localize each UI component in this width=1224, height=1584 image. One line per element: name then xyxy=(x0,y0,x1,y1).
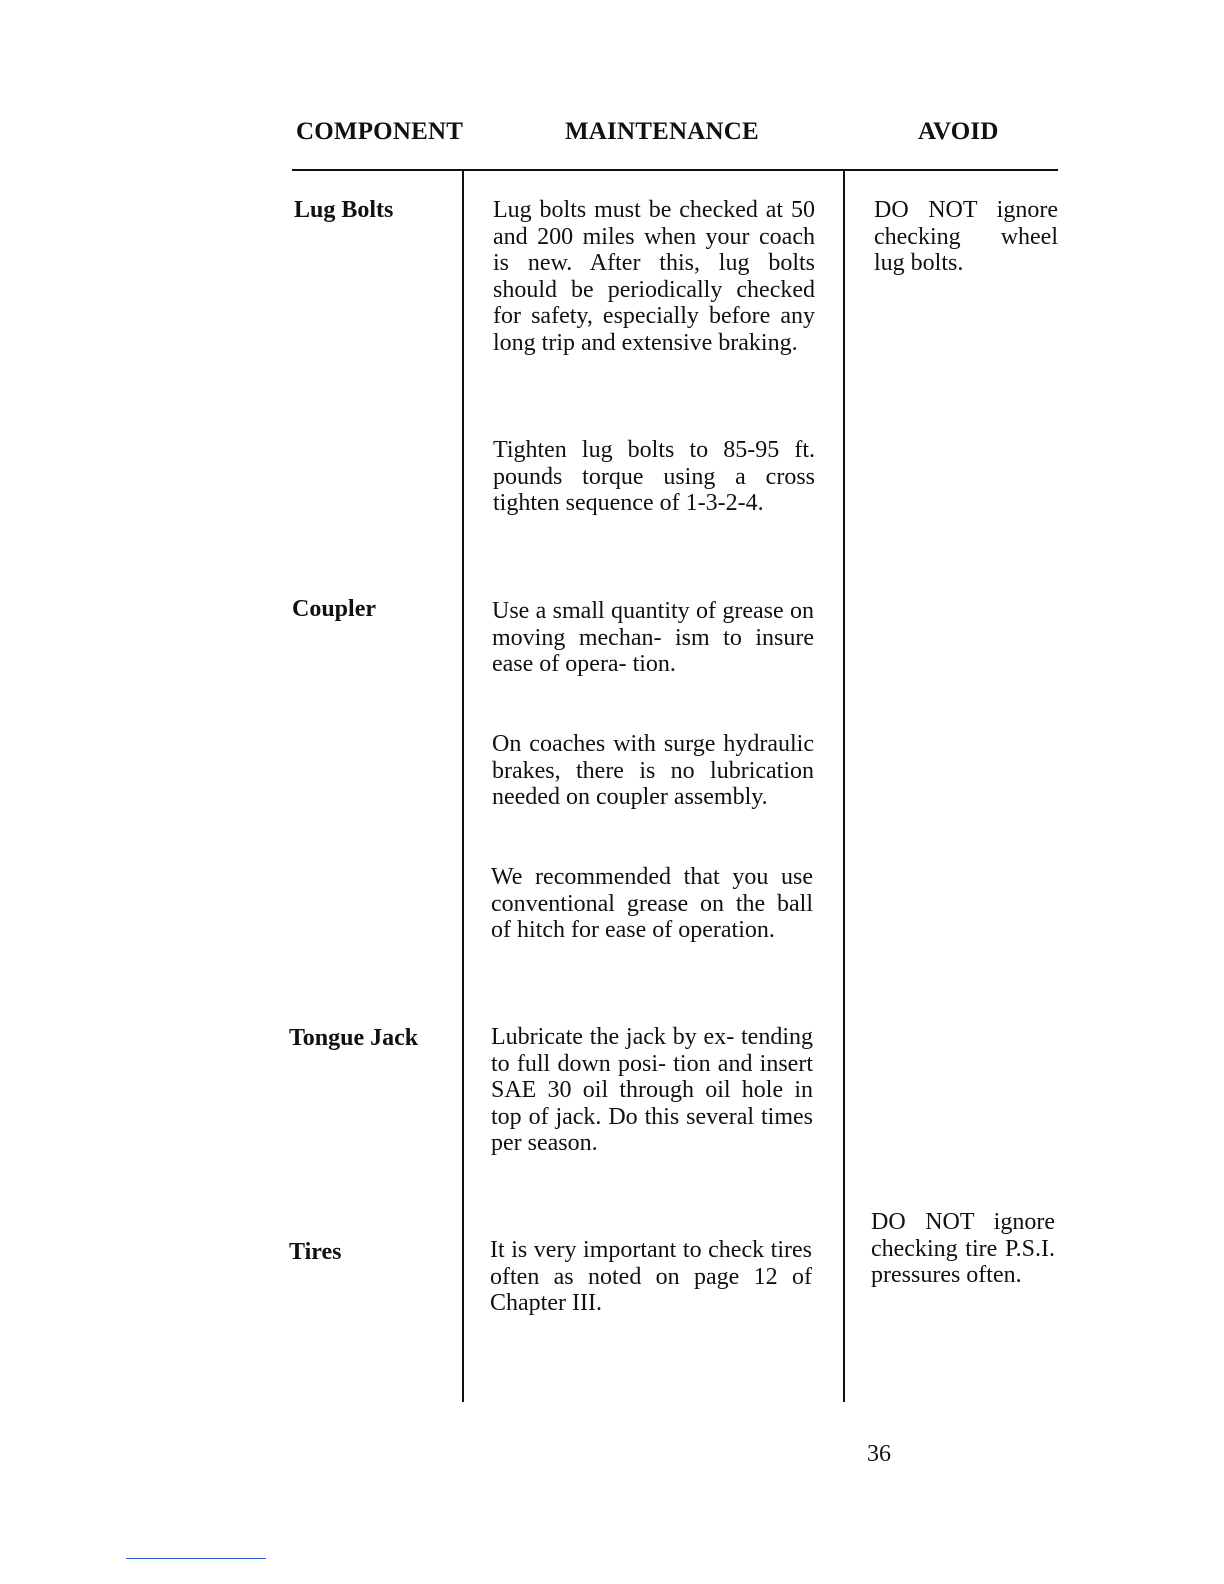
header-rule xyxy=(292,169,1058,171)
maintenance-coupler-2: On coaches with surge hydraulic brakes, there is no lubrication needed on coupler assembly. xyxy=(492,731,814,811)
component-lug-bolts: Lug Bolts xyxy=(294,197,394,223)
component-tires: Tires xyxy=(289,1239,342,1265)
maintenance-lug-bolts-1: Lug bolts must be checked at 50 and 200 miles when your coach is new. After this, lug bolts should be periodically checked for safety, especially before any long trip and extensive braking. xyxy=(493,197,815,356)
column-divider-left xyxy=(462,170,464,1402)
column-divider-right xyxy=(843,170,845,1402)
footnote-rule xyxy=(126,1558,266,1559)
maintenance-lug-bolts-2: Tighten lug bolts to 85-95 ft. pounds torque using a cross tighten sequence of 1-3-2-4. xyxy=(493,437,815,517)
header-maintenance: MAINTENANCE xyxy=(565,118,759,145)
header-avoid: AVOID xyxy=(918,118,999,145)
avoid-lug-bolts: DO NOT ignore checking wheel lug bolts. xyxy=(874,197,1058,277)
avoid-tires: DO NOT ignore checking tire P.S.I. pressures often. xyxy=(871,1209,1055,1289)
maintenance-tires: It is very important to check tires often as noted on page 12 of Chapter III. xyxy=(490,1237,812,1317)
page-number: 36 xyxy=(867,1441,891,1467)
maintenance-tongue-jack: Lubricate the jack by ex- tending to full down posi- tion and insert SAE 30 oil through oil hole in top of jack. Do this several times per season. xyxy=(491,1024,813,1157)
header-component: COMPONENT xyxy=(296,118,464,145)
maintenance-coupler-1: Use a small quantity of grease on moving mechan- ism to insure ease of opera- tion. xyxy=(492,598,814,678)
component-tongue-jack: Tongue Jack xyxy=(289,1025,419,1051)
maintenance-coupler-3: We recommended that you use conventional grease on the ball of hitch for ease of operation. xyxy=(491,864,813,944)
component-coupler: Coupler xyxy=(292,596,376,622)
